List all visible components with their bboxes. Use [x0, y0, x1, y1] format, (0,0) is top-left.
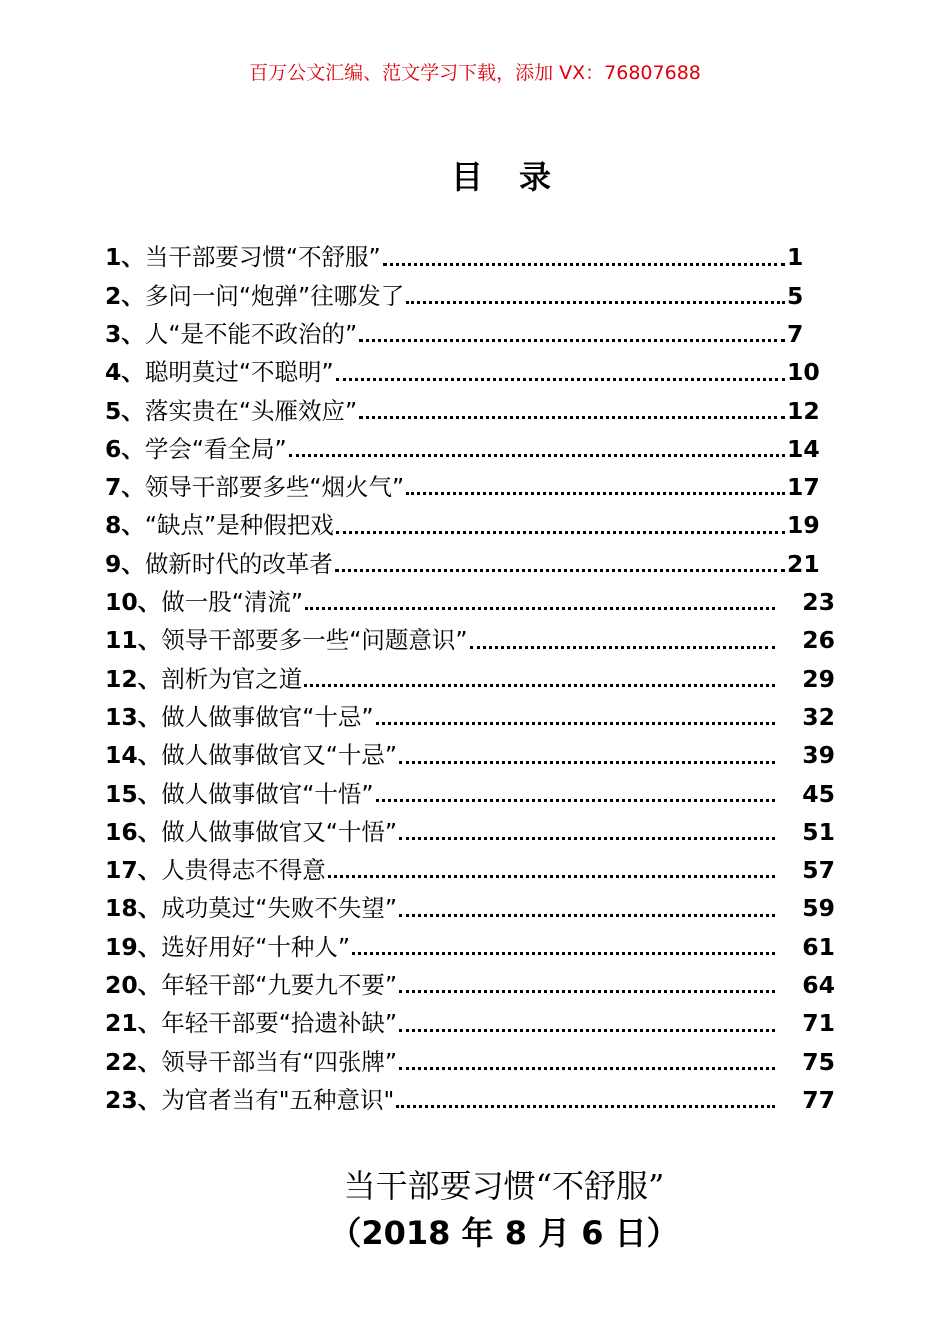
- toc-dot-leader: [359, 416, 785, 419]
- toc-entry[interactable]: [105, 469, 835, 507]
- toc-dot-leader: [383, 263, 785, 266]
- toc-entry-number: 7、: [105, 473, 145, 502]
- toc-entry-title: 做人做事做官“十悟”: [161, 779, 374, 808]
- toc-entry-number: 18、: [105, 894, 162, 923]
- toc-dot-leader: [352, 952, 775, 955]
- toc-entry[interactable]: [105, 967, 835, 1005]
- toc-dot-leader: [359, 339, 785, 342]
- toc-entry-page: 23: [802, 588, 835, 617]
- toc-dot-leader: [470, 646, 775, 649]
- toc-entry-title: 做一股“清流”: [161, 588, 304, 617]
- toc-dot-leader: [399, 1067, 775, 1070]
- toc-entry-number: 13、: [105, 702, 162, 731]
- toc-entry-page: 57: [802, 856, 835, 885]
- toc-entry-number: 3、: [105, 319, 145, 348]
- toc-entry-title: 为官者当有"五种意识": [161, 1085, 395, 1114]
- toc-entry[interactable]: [105, 239, 835, 277]
- toc-entry-page: 71: [802, 1009, 835, 1038]
- toc-entry[interactable]: [105, 813, 835, 851]
- toc-entry[interactable]: [105, 928, 835, 966]
- toc-title-left: 目: [450, 158, 485, 196]
- toc-entry[interactable]: [105, 277, 835, 315]
- toc-entry[interactable]: [105, 545, 835, 583]
- toc-title-right: 录: [519, 158, 554, 196]
- toc-entry[interactable]: [105, 430, 835, 468]
- toc-entry-number: 19、: [105, 932, 162, 961]
- toc-entry-page: 51: [802, 817, 835, 846]
- toc-entry-number: 20、: [105, 971, 162, 1000]
- toc-dot-leader: [336, 531, 785, 534]
- toc-entry-page: 64: [802, 971, 835, 1000]
- toc-entry[interactable]: [105, 1043, 835, 1081]
- table-of-contents: [105, 239, 835, 1120]
- toc-entry[interactable]: [105, 699, 835, 737]
- toc-entry-title: 落实贵在“头雁效应”: [144, 396, 358, 425]
- toc-entry-page: 19: [787, 511, 820, 540]
- toc-entry[interactable]: [105, 392, 835, 430]
- toc-entry-number: 10、: [105, 588, 162, 617]
- toc-dot-leader: [406, 492, 785, 495]
- toc-entry-number: 22、: [105, 1047, 162, 1076]
- toc-entry[interactable]: [105, 316, 835, 354]
- toc-entry-title: “缺点”是种假把戏: [144, 511, 334, 540]
- toc-entry-page: 10: [787, 358, 820, 387]
- toc-dot-leader: [376, 799, 775, 802]
- toc-entry-title: 领导干部要多些“烟火气”: [144, 473, 405, 502]
- article-title: 当干部要习惯“不舒服”: [343, 1167, 665, 1205]
- toc-entry-number: 14、: [105, 741, 162, 770]
- toc-entry-number: 23、: [105, 1085, 162, 1114]
- toc-entry[interactable]: [105, 584, 835, 622]
- toc-entry-title: 做新时代的改革者: [144, 549, 333, 578]
- toc-title: [0, 152, 950, 198]
- toc-entry-title: 当干部要习惯“不舒服”: [144, 243, 381, 272]
- toc-dot-leader: [335, 569, 785, 572]
- toc-entry-page: 17: [787, 473, 820, 502]
- toc-entry-title: 学会“看全局”: [144, 434, 287, 463]
- toc-entry-number: 1、: [105, 243, 145, 272]
- toc-entry-number: 17、: [105, 856, 162, 885]
- toc-entry-number: 16、: [105, 817, 162, 846]
- toc-dot-leader: [289, 454, 785, 457]
- toc-entry-number: 21、: [105, 1009, 162, 1038]
- toc-entry[interactable]: [105, 354, 835, 392]
- toc-entry-page: 21: [787, 549, 820, 578]
- toc-dot-leader: [328, 875, 775, 878]
- toc-dot-leader: [396, 1105, 775, 1108]
- toc-dot-leader: [399, 990, 775, 993]
- toc-entry-page: 29: [802, 664, 835, 693]
- toc-entry-number: 2、: [105, 281, 145, 310]
- toc-entry[interactable]: [105, 507, 835, 545]
- toc-entry[interactable]: [105, 660, 835, 698]
- toc-entry-page: 5: [787, 281, 804, 310]
- toc-entry-number: 6、: [105, 434, 145, 463]
- toc-entry-title: 成功莫过“失败不失望”: [161, 894, 398, 923]
- toc-dot-leader: [399, 1029, 775, 1032]
- toc-entry-page: 61: [802, 932, 835, 961]
- toc-entry-page: 26: [802, 626, 835, 655]
- toc-entry-title: 领导干部当有“四张牌”: [161, 1047, 398, 1076]
- toc-entry-number: 15、: [105, 779, 162, 808]
- toc-entry-title: 领导干部要多一些“问题意识”: [161, 626, 468, 655]
- toc-entry-page: 75: [802, 1047, 835, 1076]
- toc-entry-title: 选好用好“十种人”: [161, 932, 351, 961]
- toc-dot-leader: [399, 914, 775, 917]
- toc-entry-title: 年轻干部要“拾遗补缺”: [161, 1009, 398, 1038]
- toc-entry-page: 77: [802, 1085, 835, 1114]
- toc-dot-leader: [336, 378, 785, 381]
- toc-entry-number: 8、: [105, 511, 145, 540]
- toc-entry-title: 人贵得志不得意: [161, 856, 326, 885]
- watermark-text: 百万公文汇编、范文学习下载，添加 VX：76807688: [249, 62, 701, 84]
- toc-entry-page: 12: [787, 396, 820, 425]
- toc-entry-title: 年轻干部“九要九不要”: [161, 971, 398, 1000]
- toc-dot-leader: [305, 607, 775, 610]
- toc-entry-number: 11、: [105, 626, 162, 655]
- toc-entry[interactable]: [105, 737, 835, 775]
- toc-entry[interactable]: [105, 775, 835, 813]
- toc-entry-title: 剖析为官之道: [161, 664, 303, 693]
- toc-dot-leader: [376, 722, 775, 725]
- toc-entry-title: 做人做事做官又“十悟”: [161, 817, 398, 846]
- toc-entry-title: 聪明莫过“不聪明”: [144, 358, 334, 387]
- toc-entry-title: 做人做事做官“十忌”: [161, 702, 374, 731]
- toc-dot-leader: [304, 684, 775, 687]
- toc-entry-page: 39: [802, 741, 835, 770]
- toc-entry-page: 7: [787, 319, 804, 348]
- toc-dot-leader: [399, 837, 775, 840]
- toc-dot-leader: [399, 761, 775, 764]
- toc-entry-title: 人“是不能不政治的”: [144, 319, 358, 348]
- toc-entry[interactable]: [105, 622, 835, 660]
- toc-entry-page: 14: [787, 434, 820, 463]
- toc-entry-number: 5、: [105, 396, 145, 425]
- toc-entry-page: 1: [787, 243, 804, 272]
- toc-entry[interactable]: [105, 1082, 835, 1120]
- toc-entry-page: 45: [802, 779, 835, 808]
- toc-entry[interactable]: [105, 890, 835, 928]
- toc-entry[interactable]: [105, 852, 835, 890]
- toc-entry-title: 做人做事做官又“十忌”: [161, 741, 398, 770]
- toc-entry[interactable]: [105, 1005, 835, 1043]
- article-date: （2018 年 8 月 6 日）: [329, 1214, 679, 1252]
- toc-entry-page: 32: [802, 702, 835, 731]
- toc-entry-number: 12、: [105, 664, 162, 693]
- toc-entry-number: 4、: [105, 358, 145, 387]
- toc-entry-page: 59: [802, 894, 835, 923]
- toc-entry-number: 9、: [105, 549, 145, 578]
- toc-dot-leader: [406, 301, 785, 304]
- toc-entry-title: 多问一问“炮弹”往哪发了: [144, 281, 405, 310]
